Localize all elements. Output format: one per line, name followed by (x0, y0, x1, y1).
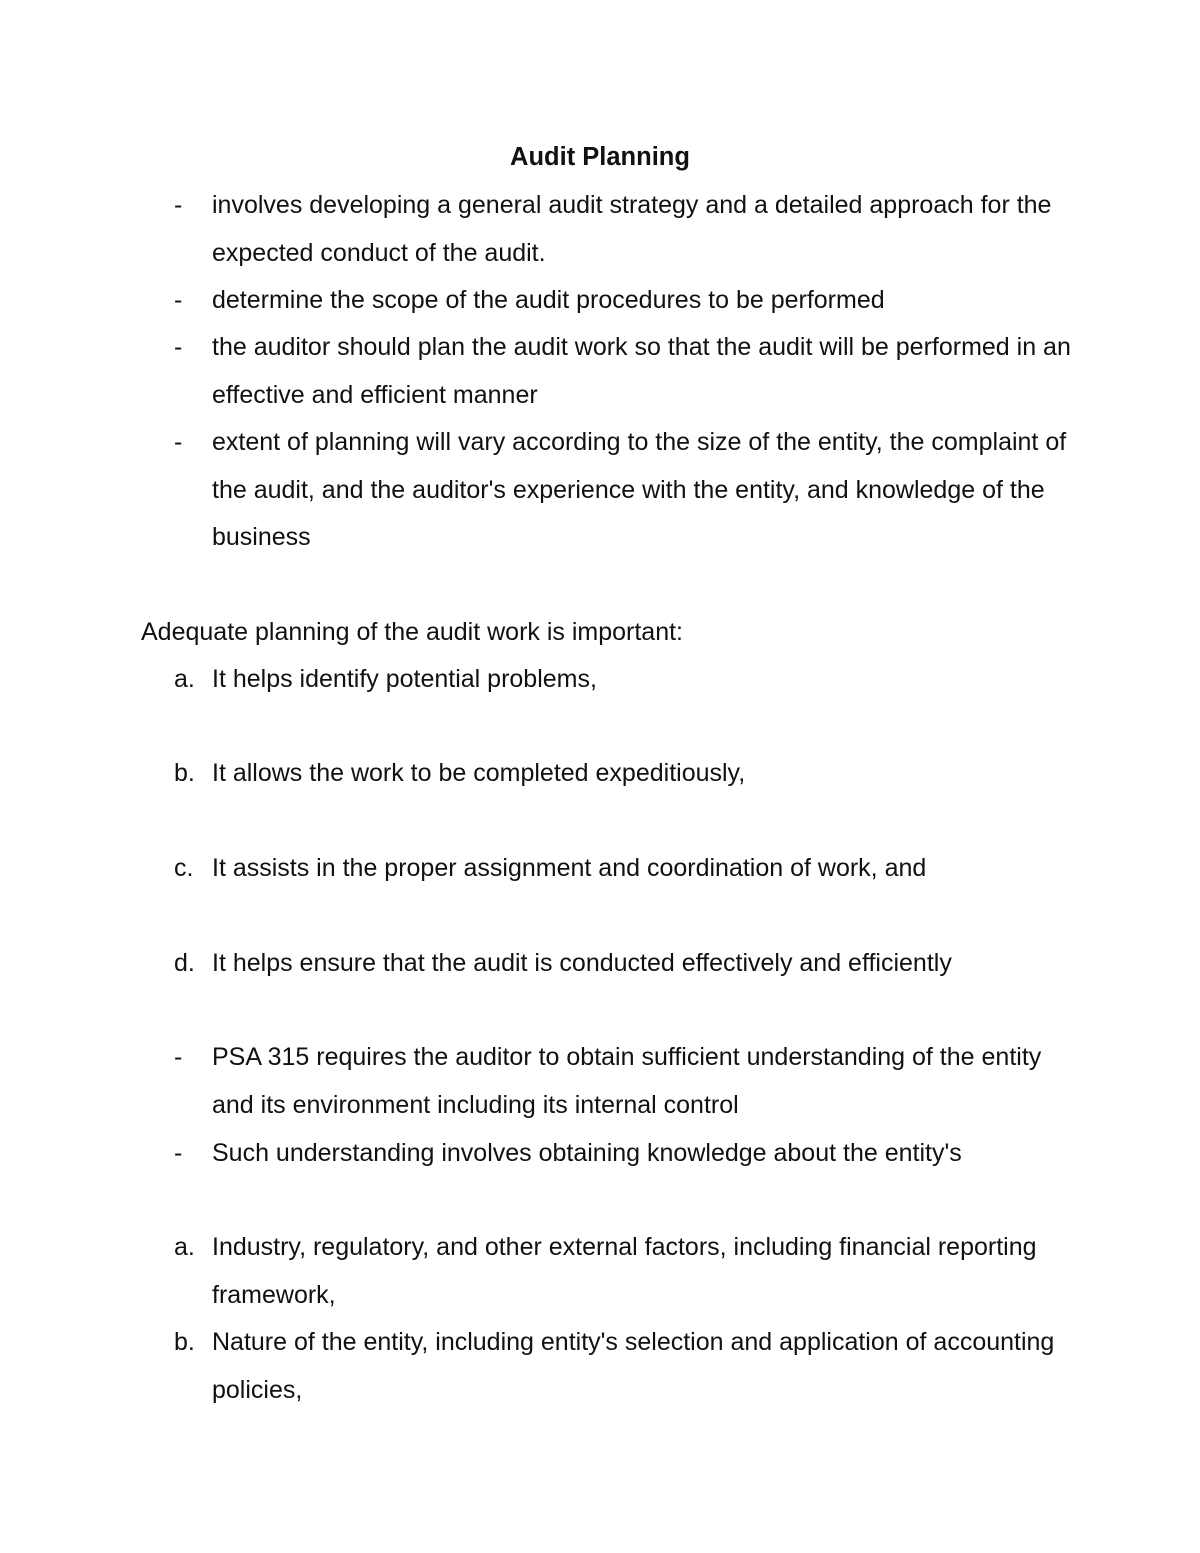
bullet-item (174, 324, 1072, 419)
list-marker: b. (174, 1328, 195, 1356)
list-item (174, 656, 1072, 704)
list-text: It helps ensure that the audit is conducted effectively and efficiently (212, 949, 952, 977)
bullet-item (174, 1130, 1072, 1178)
bullet-marker: - (174, 1139, 183, 1167)
list-item (174, 940, 1072, 988)
list-item (174, 845, 1072, 893)
list-item (174, 750, 1072, 798)
bullet-text: Such understanding involves obtaining knowledge about the entity's (212, 1139, 962, 1167)
list-marker: a. (174, 1233, 195, 1261)
bullet-marker: - (174, 1043, 183, 1071)
list-item (174, 1224, 1072, 1319)
bullet-item (174, 1034, 1072, 1129)
intro-paragraph: Adequate planning of the audit work is important: (141, 618, 684, 646)
bullet-text: the auditor should plan the audit work so that the audit will be performed in an effective and efficient manner (212, 333, 1071, 409)
bullet-text: determine the scope of the audit procedures to be performed (212, 286, 885, 314)
bullet-text: extent of planning will vary according to the size of the entity, the complaint of the audit, and the auditor's experience with the entity, and knowledge of the business (212, 428, 1067, 551)
bullet-text: PSA 315 requires the auditor to obtain sufficient understanding of the entity and its environment including its internal control (212, 1043, 1042, 1119)
list-text: Nature of the entity, including entity's selection and application of accounting policies, (212, 1328, 1055, 1404)
list-marker: c. (174, 854, 194, 882)
list-item (174, 1319, 1072, 1414)
bullet-marker: - (174, 428, 183, 456)
bullet-item (174, 182, 1072, 277)
list-text: It allows the work to be completed expeditiously, (212, 759, 746, 787)
bullet-marker: - (174, 191, 183, 219)
document-title: Audit Planning (510, 143, 690, 171)
list-text: It helps identify potential problems, (212, 665, 597, 693)
list-marker: a. (174, 665, 195, 693)
list-text: It assists in the proper assignment and coordination of work, and (212, 854, 927, 882)
list-text: Industry, regulatory, and other external factors, including financial reporting framework, (212, 1233, 1037, 1309)
bullet-item (174, 419, 1072, 562)
bullet-marker: - (174, 333, 183, 361)
list-marker: d. (174, 949, 195, 977)
list-marker: b. (174, 759, 195, 787)
bullet-item (174, 277, 1072, 325)
bullet-text: involves developing a general audit strategy and a detailed approach for the expected conduct of the audit. (212, 191, 1052, 267)
bullet-marker: - (174, 286, 183, 314)
